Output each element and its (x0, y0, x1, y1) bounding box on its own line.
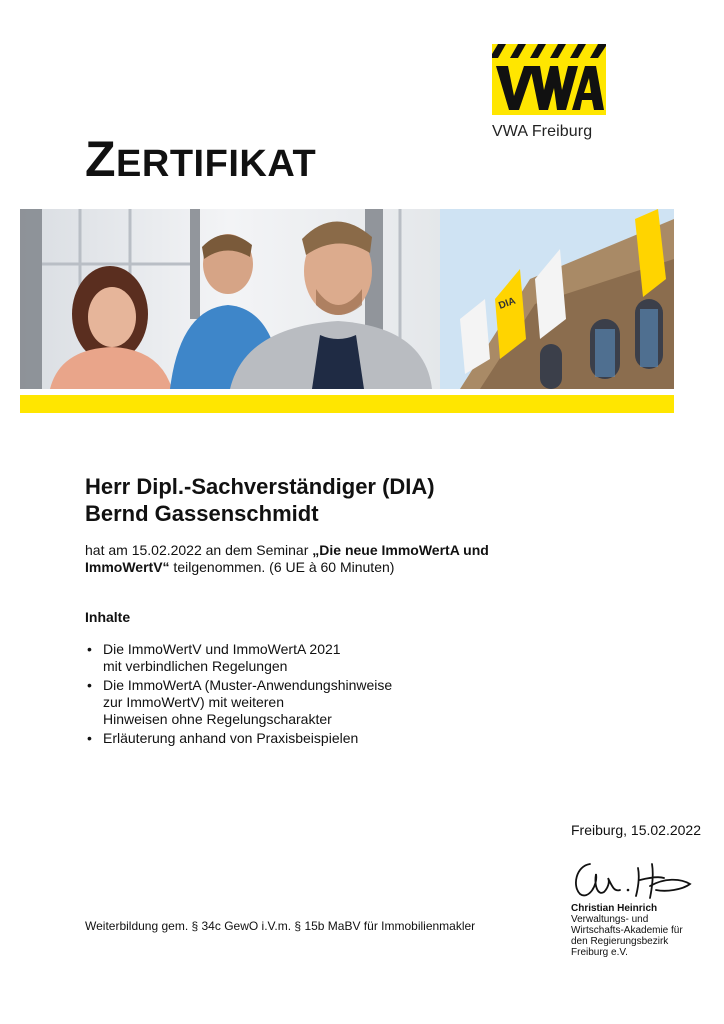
signer-block (571, 903, 711, 958)
certificate-title (85, 131, 317, 187)
yellow-accent-bar (20, 395, 674, 413)
vwa-logo (492, 44, 610, 141)
list-item-line: Die ImmoWertV und ImmoWertA 2021 (103, 641, 341, 657)
list-item-line: mit verbindlichen Regelungen (103, 658, 288, 674)
signer-org-line: Wirtschafts-Akademie für (571, 925, 683, 936)
recipient-title: Herr Dipl.-Sachverständiger (DIA) (85, 474, 435, 499)
list-item (85, 641, 505, 675)
legal-footnote: Weiterbildung gem. § 34c GewO i.V.m. § 15b MaBV für Immobilienmakler (85, 919, 476, 933)
list-item (85, 677, 505, 728)
building-photo (440, 209, 674, 389)
bullet-icon: • (87, 730, 92, 746)
signer-org-line: den Regierungsbezirk (571, 936, 669, 947)
list-item-line: Erläuterung anhand von Praxisbeispielen (103, 730, 359, 746)
list-item-line: Hinweisen ohne Regelungscharakter (103, 711, 332, 727)
flag-text: DIA (497, 295, 518, 312)
list-item (85, 730, 505, 747)
recipient-block (85, 473, 435, 527)
place-date: Freiburg, 15.02.2022 (571, 822, 701, 838)
title-initial: Z (85, 131, 117, 187)
list-item-line: zur ImmoWertV) mit weiteren (103, 694, 284, 710)
seminar-title: „Die neue ImmoWertA und ImmoWertV“ (85, 542, 489, 575)
contents-heading: Inhalte (85, 609, 131, 625)
list-item-line: Die ImmoWertA (Muster-Anwendungshinweise (103, 677, 393, 693)
statement-suffix: teilgenommen. (6 UE à 60 Minuten) (169, 559, 395, 575)
title-rest: ERTIFIKAT (116, 143, 317, 185)
attendance-statement (85, 542, 555, 576)
bullet-icon: • (87, 641, 92, 657)
recipient-name: Bernd Gassenschmidt (85, 501, 319, 526)
contents-list (85, 641, 505, 749)
signature-image (568, 856, 698, 904)
logo-caption: VWA Freiburg (492, 123, 593, 140)
people-photo (20, 209, 440, 389)
signer-org-line: Verwaltungs- und (571, 914, 649, 925)
bullet-icon: • (87, 677, 92, 693)
signer-name: Christian Heinrich (571, 903, 658, 914)
vwa-logo-mark (492, 44, 606, 115)
statement-prefix: hat am 15.02.2022 an dem Seminar (85, 542, 313, 558)
photo-banner (20, 209, 674, 389)
signer-org-line: Freiburg e.V. (571, 947, 628, 958)
